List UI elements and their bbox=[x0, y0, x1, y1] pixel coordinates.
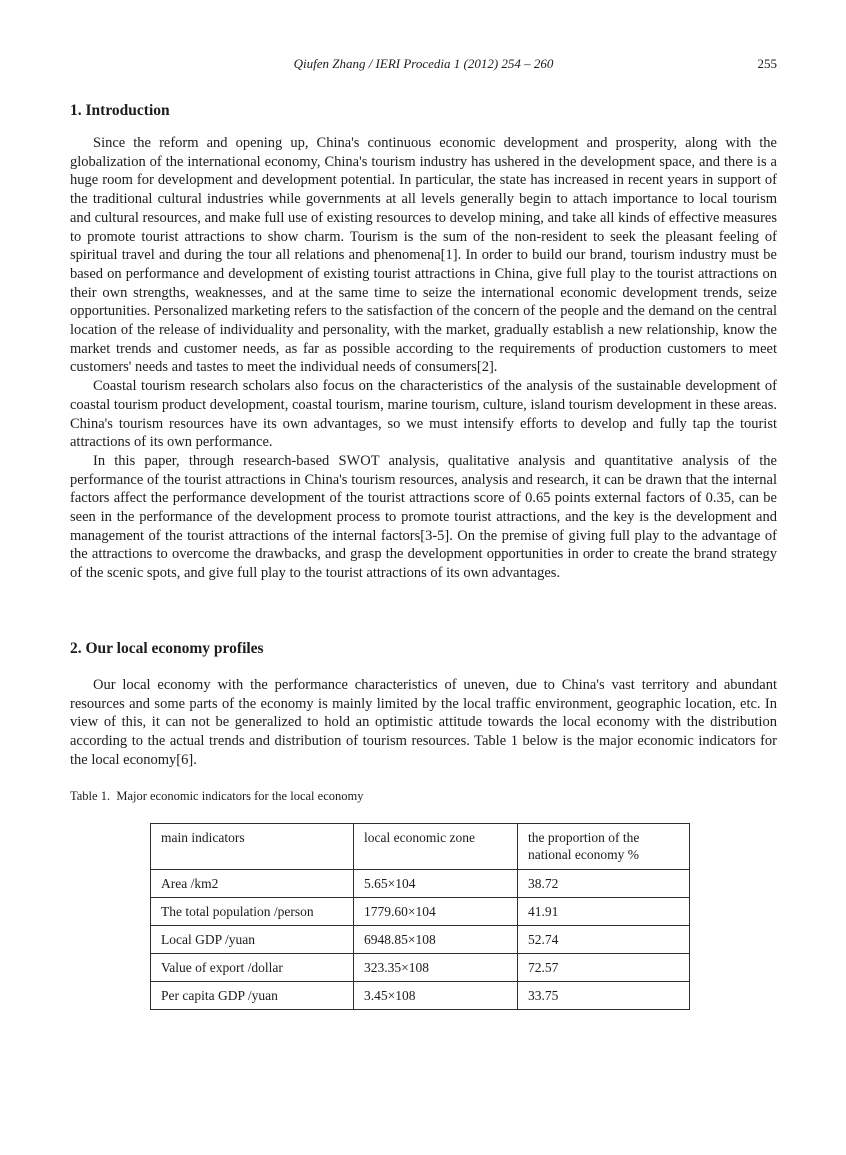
section-heading-introduction: 1. Introduction bbox=[70, 102, 170, 119]
column-header-local-economic-zone: local economic zone bbox=[354, 824, 518, 870]
table-row bbox=[151, 898, 690, 926]
intro-paragraph-1: Since the reform and opening up, China's continuous economic development and prosperity, along with the globalization of the international economy, China's tourism industry has ushered in the development space, and there is a huge room for development and development potential. In particular, the state has increased in recent years in support of the traditional cultural industries while governments at all levels generally begin to attach importance to local tourism and cultural resources, and make full use of existing resources to develop mining, and take all kinds of effective measures to promote tourist attractions to show charm. Tourism is the sum of the non-resident to seek the pleasant feeling of spiritual travel and during the tour all relations and phenomena[1]. In order to build our brand, tourism industry must be based on performance and development of existing tourist attractions in China, give full play to the tourist attractions on their own strengths, weaknesses, and at the same time to seize the international economic development trends, seize opportunities. Personalized marketing refers to the satisfaction of the concern of the people and the demand on the central location of the release of individuality and personality, with the market, gradually establish a new relationship, know the market trends and customer needs, as far as possible according to the requirements of production customers to meet customers' needs and tastes to meet the individual needs of consumers[2]. bbox=[70, 135, 777, 376]
table-cell: Per capita GDP /yuan bbox=[151, 982, 354, 1010]
local-economy-text-block bbox=[70, 676, 777, 770]
table-cell: Value of export /dollar bbox=[151, 954, 354, 982]
table-cell: The total population /person bbox=[151, 898, 354, 926]
table-cell: 52.74 bbox=[518, 926, 690, 954]
introduction-text-block bbox=[70, 134, 777, 583]
table-cell: Area /km2 bbox=[151, 870, 354, 898]
column-header-national-proportion: the proportion of the national economy % bbox=[518, 824, 690, 870]
table-cell: 5.65×104 bbox=[354, 870, 518, 898]
table-cell: Local GDP /yuan bbox=[151, 926, 354, 954]
table-row bbox=[151, 954, 690, 982]
table-row bbox=[151, 926, 690, 954]
table-header-row bbox=[151, 824, 690, 870]
section-heading-local-economy: 2. Our local economy profiles bbox=[70, 640, 264, 657]
table-cell: 72.57 bbox=[518, 954, 690, 982]
page-number: 255 bbox=[757, 56, 777, 71]
table-cell: 33.75 bbox=[518, 982, 690, 1010]
table-cell: 323.35×108 bbox=[354, 954, 518, 982]
table-cell: 41.91 bbox=[518, 898, 690, 926]
intro-paragraph-3: In this paper, through research-based SWOT analysis, qualitative analysis and quantitative analysis of the performance of the tourist attractions in China's tourism resources, analysis and research, it can be drawn that the internal factors affect the performance development of the tourist attractions score of 0.65 points external factors of 0.35, can be seen in the performance of the development process to promote tourist attractions, and the key is the development and management of the tourist attractions of the internal factors[3-5]. On the premise of giving full play to the advantage of the attractions to overcome the drawbacks, and grasp the development opportunities in order to create the brand strategy of the scenic spots, and give full play to the tourist attractions of its own advantages. bbox=[70, 452, 777, 582]
economic-indicators-table bbox=[150, 823, 690, 1010]
economy-paragraph-1: Our local economy with the performance characteristics of uneven, due to China's vast territory and abundant resources and some parts of the economy is mainly limited by the local traffic environment, geographic location, etc. In view of this, it can not be generalized to hold an optimistic attitude towards the local economy with the distribution according to the actual trends and distribution of tourism resources. Table 1 below is the major economic indicators for the local economy[6]. bbox=[70, 677, 777, 768]
table-row bbox=[151, 870, 690, 898]
intro-paragraph-2: Coastal tourism research scholars also focus on the characteristics of the analysis of the sustainable development of coastal tourism product development, coastal tourism, marine tourism, culture, island tourism development in these areas. China's tourism resources have its own advantages, so we must intensify efforts to develop and fully tap the tourist attractions of its own performance. bbox=[70, 378, 777, 451]
table-row bbox=[151, 982, 690, 1010]
table-cell: 6948.85×108 bbox=[354, 926, 518, 954]
page-header bbox=[70, 56, 777, 72]
table-cell: 1779.60×104 bbox=[354, 898, 518, 926]
running-head-citation: Qiufen Zhang / IERI Procedia 1 (2012) 254 – 260 bbox=[293, 56, 554, 71]
table-caption: Table 1. Major economic indicators for the local economy bbox=[70, 789, 364, 803]
column-header-main-indicators: main indicators bbox=[151, 824, 354, 870]
table-cell: 38.72 bbox=[518, 870, 690, 898]
table-cell: 3.45×108 bbox=[354, 982, 518, 1010]
